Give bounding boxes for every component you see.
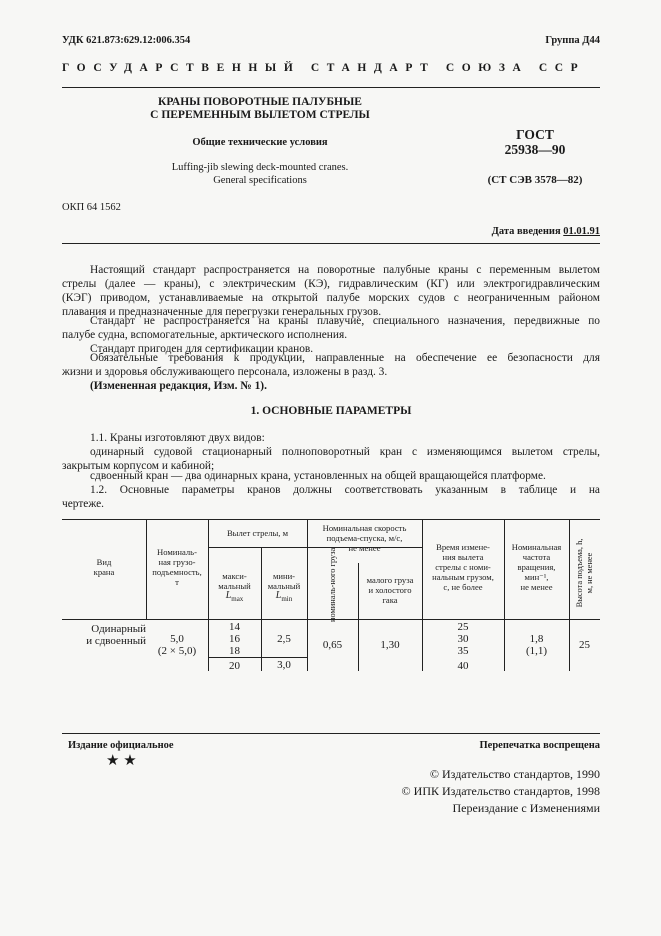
intro-paragraph-4-line-1: Обязательные требования к продукции, направленные на обеспечение ее безопасности для xyxy=(90,352,600,364)
intro-paragraph-2-line-1: Стандарт не распространяется на краны плавучие, специального назначения, передвижные по xyxy=(90,315,600,327)
header-rule xyxy=(62,87,600,88)
cell-slewing-speed: 1,8 (1,1) xyxy=(525,633,548,657)
table-cell: 18 xyxy=(229,645,240,657)
header-hoist-speed-light: малого груза и холостого гака xyxy=(366,575,414,605)
copyright-line: © ИПК Издательство стандартов, 1998 xyxy=(401,784,600,798)
table-cell: 35 xyxy=(457,645,469,657)
header-reach-max: макси- мальный $L_{max}$ xyxy=(218,571,251,603)
amendment-note: (Измененная редакция, Изм. № 1). xyxy=(90,380,267,392)
table-cell: 14 xyxy=(229,621,240,633)
cell-reach-max xyxy=(208,621,261,672)
intro-paragraph-1-line-4: плавания и предназначенные для перегрузки генеральных грузов. xyxy=(62,306,382,318)
table-cell: 30 xyxy=(457,633,469,645)
header-lift-height: Высота подъема, h, м, не менее xyxy=(575,538,594,608)
document-subtitle: Общие технические условия xyxy=(192,137,328,148)
reprint-notice: Перепечатка воспрещена xyxy=(479,740,600,751)
cell-luffing-time xyxy=(422,621,504,672)
table-top-border xyxy=(62,519,600,520)
section-1-heading: 1. ОСНОВНЫЕ ПАРАМЕТРЫ xyxy=(250,405,412,417)
intro-paragraph-1-line-1: Настоящий стандарт распространяется на поворотные палубные краны с переменным вылетом xyxy=(90,264,600,276)
table-cell: 20 xyxy=(229,660,240,672)
parameters-table xyxy=(62,519,600,671)
header-slewing-speed: Номинальная частота вращения, мин⁻¹, не менее xyxy=(511,542,562,592)
title-rule xyxy=(62,243,600,244)
intro-paragraph-4-line-2: жизни и здоровья обслуживающего персонала, изложены в разд. 3. xyxy=(62,366,388,378)
header-reach-min: мини- мальный $L_{min}$ xyxy=(267,571,301,603)
clause-1-1: 1.1. Краны изготовляют двух видов: xyxy=(90,432,265,444)
reissue-line: Переиздание с Изменениями xyxy=(452,801,600,815)
english-title: Luffing-jib slewing deck-mounted cranes. General specifications xyxy=(171,162,349,186)
header-hoist-speed-rated: номиналь-ного груза xyxy=(328,547,337,622)
cell-speed-light: 1,30 xyxy=(380,639,400,651)
official-edition: Издание официальное xyxy=(68,740,174,751)
header-hoist-speed: Номинальная скорость подъема-спуска, м/с, не менее xyxy=(322,523,407,553)
okp-code: ОКП 64 1562 xyxy=(62,202,121,213)
header-capacity: Номиналь- ная грузо- подъемность, т xyxy=(152,547,202,587)
cell-lift-height: 25 xyxy=(579,639,590,651)
footer-rule xyxy=(62,733,600,734)
intro-paragraph-1-line-2: стрелы (далее — краны), с электрическим (КЭ), гидравлическим (КГ) или электрогидравлическим xyxy=(62,278,600,290)
intro-paragraph-1-line-3: (КЭГ) приводом, устанавливаемые на открытой палубе морских судов с неограниченным районом xyxy=(62,292,600,304)
clause-1-1-a-line-2: закрытым корпусом и кабиной; xyxy=(62,460,215,472)
header-crane-type: Вид крана xyxy=(93,557,115,577)
intro-paragraph-2-line-2: палубе судна, вспомогательные, арктического исполнения. xyxy=(62,329,348,341)
st-sev-reference: (СТ СЭВ 3578—82) xyxy=(487,174,583,186)
table-cell: 16 xyxy=(229,633,240,645)
document-title: КРАНЫ ПОВОРОТНЫЕ ПАЛУБНЫЕ С ПЕРЕМЕННЫМ ВЫЛЕТОМ СТРЕЛЫ xyxy=(150,96,370,121)
cell-reach-min-1: 2,5 xyxy=(277,633,291,645)
cell-capacity: 5,0 (2 × 5,0) xyxy=(157,633,197,657)
stars-mark: ★ ★ xyxy=(106,753,137,769)
header-luffing-time: Время измене- ния вылета стрелы с номи- нальным грузом, с, не более xyxy=(432,542,494,592)
table-cell: 25 xyxy=(457,621,469,633)
header-reach: Вылет стрелы, м xyxy=(226,528,289,538)
clause-1-1-b: сдвоенный кран — два одинарных крана, установленных на общей вращающейся платформе. xyxy=(90,470,546,482)
introduction-date: Дата введения 01.01.91 xyxy=(491,226,600,237)
clause-1-2-line-1: 1.2. Основные параметры кранов должны соответствовать указанным в таблице и на xyxy=(90,484,600,496)
state-standard-banner: ГОСУДАРСТВЕННЫЙ СТАНДАРТ СОЮЗА ССР xyxy=(62,62,586,74)
group-code: Группа Д44 xyxy=(545,35,600,46)
clause-1-1-a-line-1: одинарный судовой стационарный полноповоротный кран с изменяющимся вылетом стрелы, xyxy=(90,446,600,458)
copyright-line: © Издательство стандартов, 1990 xyxy=(429,767,600,781)
udc-code: УДК 621.873:629.12:006.354 xyxy=(62,35,191,46)
cell-speed-rated: 0,65 xyxy=(322,639,343,651)
gost-designation: ГОСТ 25938—90 xyxy=(504,127,566,157)
table-cell: 40 xyxy=(457,660,469,672)
intro-paragraph-3: Стандарт пригоден для сертификации кранов. xyxy=(90,343,314,355)
cell-crane-type: Одинарный и сдвоенный xyxy=(86,623,146,647)
table-col-divider xyxy=(261,547,262,671)
clause-1-2-line-2: чертеже. xyxy=(62,498,104,510)
copyright-block xyxy=(402,766,600,817)
cell-reach-min-2: 3,0 xyxy=(277,659,291,671)
